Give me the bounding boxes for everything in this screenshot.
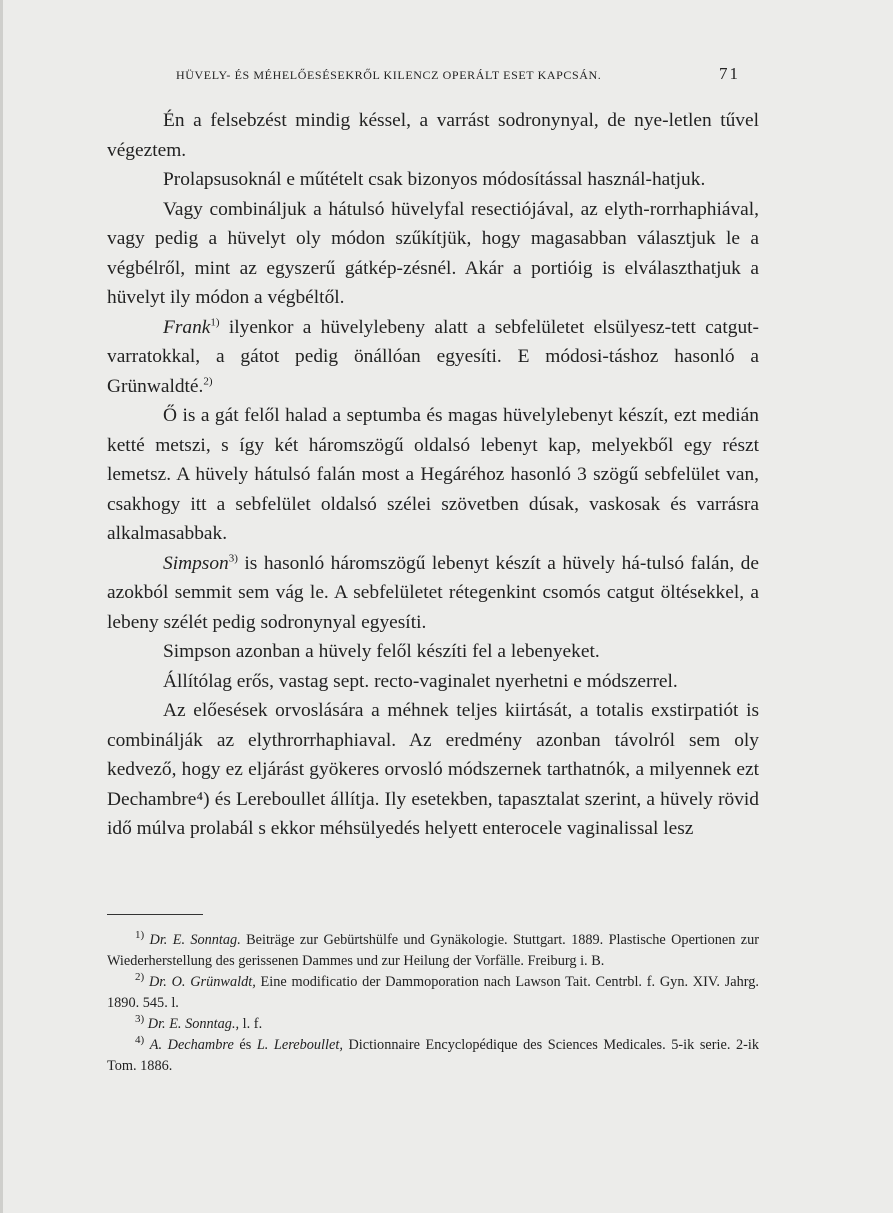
footnote-divider — [107, 914, 203, 915]
footnote — [107, 930, 759, 972]
footnote-author: Dr. E. Sonntag., — [147, 1016, 240, 1032]
footnotes — [107, 930, 759, 1077]
main-text — [107, 106, 759, 844]
author-name: Frank — [163, 316, 211, 338]
paragraph: Prolapsusoknál e műtételt csak bizonyos módosítással használ-hatjuk. — [163, 169, 706, 190]
footnote-author: Dr. E. Sonntag. — [149, 932, 241, 948]
footnote-author: A. Dechambre — [149, 1037, 234, 1053]
footnote-mark: 4) — [135, 1034, 145, 1047]
footnote-mark: 1) — [135, 929, 145, 942]
footnote-ref: 3) — [228, 552, 238, 565]
author-name: Simpson — [163, 552, 229, 574]
paragraph-text: ilyenkor a hüvelylebeny alatt a sebfelületet elsülyesz-tett catgut-varratokkal, a gátot pedig önállóan egyesíti. E módosi-táshoz hasonló a Grünwaldté. — [107, 316, 759, 397]
running-title: HÜVELY- ÉS MÉHELŐESÉSEKRŐL KILENCZ OPERÁLT ESET KAPCSÁN. — [176, 68, 602, 82]
paragraph — [107, 549, 759, 638]
paragraph: Állítólag erős, vastag sept. recto-vaginalet nyerhetni e módszerrel. — [163, 670, 678, 692]
footnote-author: Dr. O. Grünwaldt, — [148, 974, 256, 990]
footnote-mark: 3) — [135, 1013, 145, 1026]
footnote — [107, 1035, 759, 1077]
footnote-text: Beiträge zur Gebürtshülfe und Gynäkologie. Stuttgart. 1889. Plastische Opertionen zur Wiederherstellung des gerissenen Dammes und zur Heilung der Vorfälle. Freiburg i. B. — [107, 932, 759, 969]
paragraph: Vagy combináljuk a hátulsó hüvelyfal resectiójával, az elyth-rorrhaphiával, vagy pedig a hüvelyt oly módon szűkítjük, hogy magasabban választjuk le a végbélről, mint az egyszerű gátkép-zésnél. Akár a portióig is elválaszthatjuk a hüvelyt ily módon a végbéltől. — [107, 198, 759, 308]
footnote — [107, 972, 759, 1014]
paragraph: Én a felsebzést mindig késsel, a varrást sodronynyal, de nye-letlen tűvel végeztem. — [107, 110, 759, 161]
paragraph-text: is hasonló háromszögű lebenyt készít a hüvely há-tulsó falán, de azokból semmit sem vág le. A sebfelületet rétegenkint csomós catgut öltésekkel, a lebeny szélét pedig sodronynyal egyesíti. — [107, 552, 759, 633]
paragraph: Az előesések orvoslására a méhnek teljes kiirtását, a totalis exstirpatiót is combinálják az elythrorrhaphiaval. Az eredmény azonban távolról sem oly kedvező, hogy ez eljárást gyökeres orvosló módszernek tarthatnók, a milyennek ezt Dechambre⁴) és Lereboullet állítja. Ily esetekben, tapasztalat szerint, a hüvely rövid idő múlva prolabál s ekkor méhsülyedés helyett enterocele vaginalissal lesz — [107, 700, 759, 839]
footnote-text: l. f. — [239, 1016, 263, 1032]
paragraph: Simpson azonban a hüvely felől készíti fel a lebenyeket. — [163, 641, 600, 662]
footnote-mark: 2) — [135, 971, 145, 984]
footnote-author: L. Lereboullet, — [256, 1037, 343, 1053]
paragraph — [107, 313, 759, 402]
running-header — [176, 64, 740, 86]
footnote-text: Eine modificatio der Dammoporation nach Lawson Tait. Centrbl. f. Gyn. XIV. Jahrg. 1890. 545. l. — [107, 974, 759, 1011]
footnote-text: Dictionnaire Encyclopédique des Sciences Medicales. 5-ik serie. 2-ik Tom. 1886. — [107, 1037, 760, 1074]
footnote-ref: 1) — [210, 316, 220, 329]
paragraph: Ő is a gát felől halad a septumba és magas hüvelylebenyt készít, ezt medián ketté metszi, s így két háromszögű oldalsó lebenyt kap, melyekből egy részt lemetsz. A hüvely hátulsó falán most a Hegáréhoz hasonló 3 szögű sebfelület van, csakhogy itt a sebfelület oldalsó szélei szövetben dúsak, vaskosak és varrásra alkalmasabbak. — [107, 405, 759, 544]
page-number: 71 — [719, 64, 740, 83]
footnote-text: és — [233, 1037, 257, 1053]
footnote — [107, 1014, 759, 1035]
footnote-ref: 2) — [203, 375, 213, 388]
